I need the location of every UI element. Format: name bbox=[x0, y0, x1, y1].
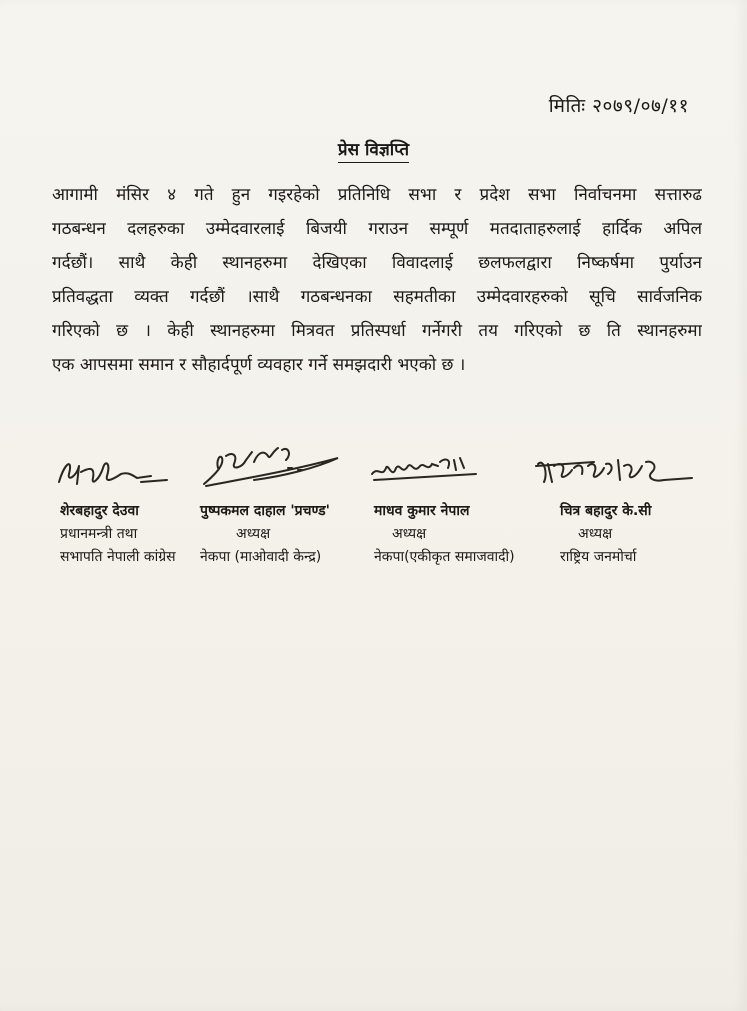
signatory-party: नेकपा (माओवादी केन्द्र) bbox=[200, 549, 322, 565]
signatory-name: चित्र बहादुर के.सी bbox=[560, 503, 652, 519]
paragraph-line: गर्दछौं। साथै केही स्थानहरुमा देखिएका विवादलाई छलफलद्वारा निष्कर्षमा पुर्याउन bbox=[52, 253, 702, 273]
signatory-name: शेरबहादुर देउवा bbox=[60, 503, 139, 519]
handwritten-signature-kc bbox=[534, 452, 699, 492]
handwritten-signature-nepal bbox=[368, 452, 483, 488]
signatory-nepal bbox=[374, 500, 515, 569]
signatory-dahal bbox=[200, 500, 330, 569]
paragraph-line: गरिएको छ । केही स्थानहरुमा मित्रवत प्रतिस्पर्धा गर्नेगरी तय गरिएको छ ति स्थानहरुमा bbox=[52, 321, 702, 341]
signatory-party: सभापति नेपाली कांग्रेस bbox=[60, 549, 176, 565]
signatory-party: राष्ट्रिय जनमोर्चा bbox=[560, 549, 637, 565]
paragraph-line: प्रतिवद्धता व्यक्त गर्दछौं ।साथै गठबन्धनका सहमतीका उम्मेदवारहरुको सूचि सार्वजनिक bbox=[52, 287, 702, 307]
signatory-party: नेकपा(एकीकृत समाजवादी) bbox=[374, 549, 515, 565]
signature-block bbox=[0, 448, 747, 588]
release-date: मितिः २०७९/०७/११ bbox=[548, 95, 689, 117]
statement-paragraph bbox=[52, 178, 702, 382]
signatory-title: अध्यक्ष bbox=[392, 526, 427, 542]
signatory-title: अध्यक्ष bbox=[236, 526, 271, 542]
paragraph-line: गठबन्धन दलहरुका उम्मेदवारलाई बिजयी गराउन सम्पूर्ण मतदाताहरुलाई हार्दिक अपिल bbox=[52, 219, 702, 239]
paragraph-line: आगामी मंसिर ४ गते हुन गइरहेको प्रतिनिधि सभा र प्रदेश सभा निर्वाचनमा सत्तारुढ bbox=[52, 185, 702, 205]
signatory-name: माधव कुमार नेपाल bbox=[374, 503, 470, 519]
signatory-title: अध्यक्ष bbox=[578, 526, 613, 542]
signatory-title: प्रधानमन्त्री तथा bbox=[60, 526, 138, 542]
handwritten-signature-deuba bbox=[55, 452, 170, 490]
paragraph-line: एक आपसमा समान र सौहार्दपूर्ण व्यवहार गर्ने समझदारी भएको छ । bbox=[52, 355, 466, 375]
signatory-kc bbox=[560, 500, 651, 569]
signatory-name: पुष्पकमल दाहाल 'प्रचण्ड' bbox=[200, 503, 330, 519]
document-title bbox=[0, 137, 747, 160]
signatory-deuba bbox=[60, 500, 176, 569]
handwritten-signature-dahal bbox=[198, 442, 346, 490]
document-title-text: प्रेस विज्ञप्ति bbox=[338, 140, 409, 163]
